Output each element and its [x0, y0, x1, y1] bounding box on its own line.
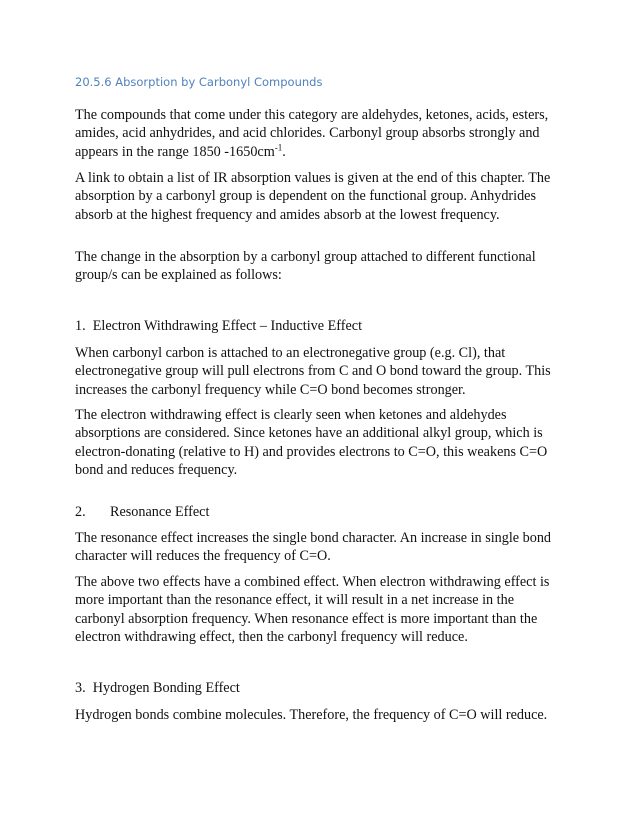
section-3-title: [75, 679, 240, 697]
section-2-number: 2.: [75, 504, 86, 520]
section-1-paragraph-1: When carbonyl carbon is attached to an electronegative group (e.g. Cl), that electronegative group will pull electrons from C and O bond toward the group. This increases the carbonyl frequency while C=O bond becomes stronger.: [75, 345, 551, 398]
change-paragraph: The change in the absorption by a carbonyl group attached to different functional group/s can be explained as follows:: [75, 249, 536, 284]
section-2-paragraph-2: The above two effects have a combined effect. When electron withdrawing effect is more important than the resonance effect, it will result in a net increase in the carbonyl absorption frequency. When resonance effect is more important than the electron withdrawing effect, then the carbonyl frequency will reduce.: [75, 574, 550, 645]
intro-paragraph: [75, 106, 560, 161]
intro-text: The compounds that come under this category are aldehydes, ketones, acids, esters, amides, acid anhydrides, and acid chlorides. Carbonyl group absorbs strongly and appears in the range 1850 -1650cm: [75, 107, 549, 160]
section-1-number: 1.: [75, 318, 86, 334]
section-2-title: [75, 503, 209, 521]
section-1-paragraph-2: The electron withdrawing effect is clearly seen when ketones and aldehydes absorptions are considered. Since ketones have an additional alkyl group, which is electron-donating (relative to H) and provides electrons to C=O, this weakens C=O bond and reduces frequency.: [75, 407, 548, 478]
intro-end: .: [282, 143, 286, 160]
section-1-title-text: Electron Withdrawing Effect – Inductive Effect: [92, 318, 363, 334]
section-1-title: [75, 317, 362, 335]
link-paragraph: A link to obtain a list of IR absorption values is given at the end of this chapter. The absorption by a carbonyl group is dependent on the functional group. Anhydrides absorb at the highest frequency and amides absorb at the lowest frequency.: [75, 170, 551, 223]
section-2-title-text: Resonance Effect: [110, 504, 210, 520]
section-3-paragraph-1: Hydrogen bonds combine molecules. Therefore, the frequency of C=O will reduce.: [75, 707, 548, 723]
section-heading: 20.5.6 Absorption by Carbonyl Compounds: [75, 75, 323, 89]
section-3-number: 3.: [75, 680, 86, 696]
intro-superscript: -1: [274, 141, 283, 152]
section-2-paragraph-1: The resonance effect increases the single bond character. An increase in single bond character will reduces the frequency of C=O.: [75, 530, 552, 565]
section-3-title-text: Hydrogen Bonding Effect: [92, 680, 240, 696]
